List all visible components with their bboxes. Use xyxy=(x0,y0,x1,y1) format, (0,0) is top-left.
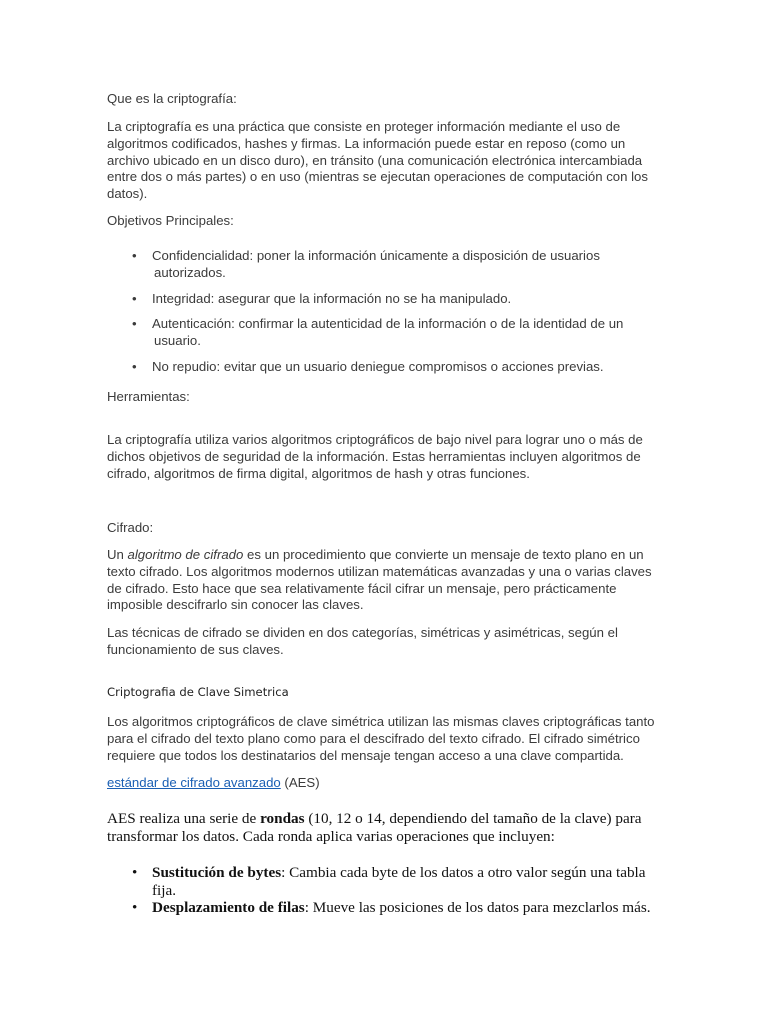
list-item xyxy=(107,359,655,376)
operation-name: Desplazamiento de filas xyxy=(152,899,305,917)
symmetric-paragraph: Los algoritmos criptográficos de clave simétrica utilizan las mismas claves criptográficas tanto para el cifrado del texto plano como para el descifrado del texto cifrado. El cifrado simétrico requiere que todos los destinatarios del mensaje tengan acceso a una clave compartida. xyxy=(107,714,655,763)
bullet-icon: • xyxy=(132,864,138,881)
aes-text-start: AES realiza una serie de xyxy=(107,810,261,827)
aes-rounds-term: rondas xyxy=(260,810,305,827)
list-item-text: No repudio: evitar que un usuario deniegue compromisos o acciones previas. xyxy=(152,358,604,374)
operation-name: Sustitución de bytes xyxy=(152,864,282,881)
cipher-heading: Cifrado: xyxy=(107,520,154,535)
cipher-paragraph xyxy=(107,547,655,614)
list-item-text: Integridad: asegurar que la información no se ha manipulado. xyxy=(152,290,512,306)
tools-heading: Herramientas: xyxy=(107,389,190,404)
bullet-icon: • xyxy=(132,899,138,917)
list-item xyxy=(107,248,655,282)
tools-paragraph: La criptografía utiliza varios algoritmos criptográficos de bajo nivel para lograr uno o más de dichos objetivos de seguridad de la información. Estas herramientas incluyen algoritmos de cifrado, algoritmos de firma digital, algoritmos de hash y otras funciones. xyxy=(107,432,643,481)
aes-paragraph xyxy=(107,810,655,845)
operation-description: : Mueve las posiciones de los datos para mezclarlos más. xyxy=(304,899,651,917)
list-item xyxy=(107,316,655,350)
bullet-icon: • xyxy=(132,358,137,374)
list-item-text: Autenticación: confirmar la autenticidad de la información o de la identidad de un xyxy=(152,316,624,332)
cipher-text-start: Un xyxy=(107,547,128,562)
bullet-icon: • xyxy=(132,248,137,263)
cipher-term: algoritmo de cifrado xyxy=(127,547,244,562)
objectives-list xyxy=(107,248,655,376)
list-item-text: Confidencialidad: poner la información únicamente a disposición de usuarios xyxy=(152,248,600,263)
list-item xyxy=(107,899,655,917)
bullet-icon: • xyxy=(132,316,137,332)
symmetric-heading: Criptografia de Clave Simetrica xyxy=(107,685,289,699)
list-item xyxy=(107,291,655,308)
aes-link[interactable]: estándar de cifrado avanzado xyxy=(107,775,281,790)
aes-operations-list xyxy=(107,864,655,917)
cipher-categories-paragraph: Las técnicas de cifrado se dividen en dos categorías, simétricas y asimétricas, según el funcionamiento de sus claves. xyxy=(107,625,618,657)
operation-description: : Cambia cada byte de los datos a otro valor según una tabla fija. xyxy=(152,864,646,899)
cipher-text-rest: es un procedimiento que convierte un mensaje de texto plano en un texto cifrado. Los algoritmos modernos utilizan matemáticas avanzadas y una o varias claves de cifrado. Esto hace que sea relativamente fácil cifrar un mensaje, pero prácticamente imposible descifrarlo sin conocer las claves. xyxy=(107,547,652,613)
aes-line xyxy=(107,775,655,792)
list-item xyxy=(107,864,655,899)
aes-text-rest: (10, 12 o 14, dependiendo del tamaño de la clave) para transformar los datos. Cada ronda aplica varias operaciones que incluyen: xyxy=(107,810,642,845)
list-item-text-continued: autorizados. xyxy=(154,264,226,280)
objectives-heading: Objetivos Principales: xyxy=(107,213,234,228)
list-item-text-continued: usuario. xyxy=(154,333,201,349)
intro-paragraph: La criptografía es una práctica que consiste en proteger información mediante el uso de algoritmos codificados, hashes y firmas. La información puede estar en reposo (como un archivo ubicado en un disco duro), en tránsito (una comunicación electrónica intercambiada entre dos o más partes) o en uso (mientras se ejecutan operaciones de computación con los datos). xyxy=(107,119,648,202)
bullet-icon: • xyxy=(132,290,137,306)
section-title: Que es la criptografía: xyxy=(107,91,237,106)
aes-suffix: (AES) xyxy=(280,775,320,790)
